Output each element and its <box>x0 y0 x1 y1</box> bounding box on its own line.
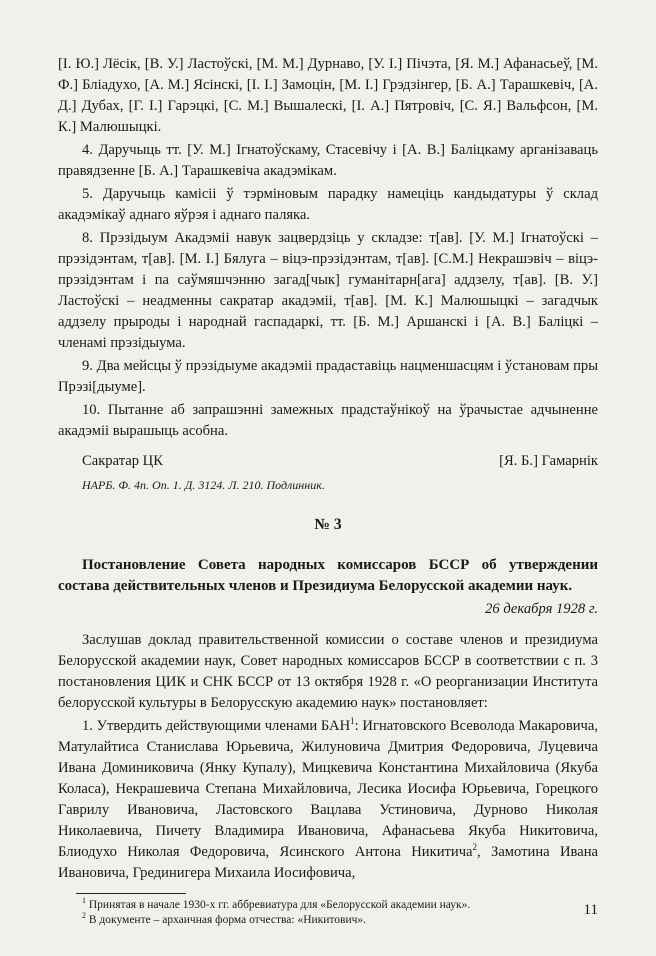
page-number: 11 <box>583 902 598 918</box>
signature-line <box>58 451 598 472</box>
signature-name: [Я. Б.] Гамарнік <box>499 453 598 469</box>
footnote-ref-1: 1 <box>350 716 355 727</box>
footnote-2-text: В документе – архаичная форма отчества: «Никитович». <box>88 914 367 926</box>
footnote-ref-2: 2 <box>472 842 478 853</box>
document-number: № 3 <box>314 516 342 533</box>
members-list-continued: [І. Ю.] Лёсік, [В. У.] Ластоўскі, [М. М.] Дурнаво, [У. І.] Пічэта, [Я. М.] Афанасьеў, [М. Ф.] Бліадухо, [А. М.] Ясінскі, [І. І.] Замоцін, [М. І.] Грэдзінгер, [Б. А.] Тарашкевіч, [А. Д.] Дубах, [Г. І.] Гарэцкі, [С. М.] Вышалескі, [І. А.] Пятровіч, [С. Я.] Вальфсон, [М. К.] Малюшыцкі. <box>58 56 598 135</box>
document-intro: Заслушав доклад правительственной комиссии о составе членов и президиума Белорусской академии наук, Совет народных комиссаров БССР в соответствии с п. 3 постановления ЦИК и СНК БССР от 13 октября 1928 г. «О реорганизации Института белорусской культуры в Белорусскую академию наук» постановляет: <box>58 632 598 711</box>
archive-source: НАРБ. Ф. 4п. Оп. 1. Д. 3124. Л. 210. Подлинник. <box>82 478 325 492</box>
footnote-1 <box>58 898 598 913</box>
item-5: 5. Даручыць камісіі ў тэрміновым парадку намеціць кандыдатуры ў склад акадэмікаў аднаго яўрэя і аднаго паляка. <box>58 186 598 223</box>
footnote-2 <box>58 913 598 928</box>
item-4: 4. Даручыць тт. [У. М.] Ігнатоўскаму, Стасевічу і [А. В.] Баліцкаму арганізаваць правядзенне [Б. А.] Тарашкевіча акадэмікам. <box>58 142 598 179</box>
item-1-part-b: : Игнатовского Всеволода Макаровича, Матулайтиса Станислава Юрьевича, Жилуновича Дмитрия Федоровича, Луцевича Ивана Доминиковича (Янку Купалу), Мицкевича Константина Михайловича (Якуба Коласа), Некрашевича Степана Михайловича, Лесика Иосифа Юрьевича, Горецкого Гаврилу Ивановича, Ластовского Вацлава Устиновича, Дурново Николая Николаевича, Пичету Владимира Ивановича, Афанасьева Якуба Никитовича, Блиодухо Николая Федоровича, Ясинского Антона Никитича <box>58 718 598 860</box>
document-title: Постановление Совета народных комиссаров БССР об утверждении состава действительных членов и Президиума Белорусской академии наук. <box>58 557 598 594</box>
document-date: 26 декабря 1928 г. <box>485 601 598 617</box>
item-9: 9. Два мейсцы ў прэзідыуме акадэміі прадаставіць нацменшасцям і ўстановам пры Прэзі[дыуме]. <box>58 358 598 395</box>
footnote-divider <box>76 893 186 894</box>
item-1-part-a: 1. Утвердить действующими членами БАН <box>82 718 351 734</box>
footnote-1-mark: 1 <box>82 896 86 906</box>
signature-role: Сакратар ЦК <box>82 453 163 469</box>
item-10: 10. Пытанне аб запрашэнні замежных прадстаўнікоў на ўрачыстае адчыненне акадэміі вырашыць асобна. <box>58 402 598 439</box>
footnote-2-mark: 2 <box>82 911 86 921</box>
item-1-part-c: , Замотина Ивана Ивановича, Грединигера Михаила Иосифовича, <box>58 844 598 881</box>
document-item-1 <box>58 716 598 884</box>
item-8: 8. Прэзідыум Акадэміі навук зацвердзіць у складзе: т[ав]. [У. М.] Ігнатоўскі – прэзідэнтам, т[ав]. [М. І.] Бялуга – віцэ-прэзідэнтам, т[ав]. [С.М.] Некрашэвіч – віцэ-прэзідэнтам і па саўмяшчэнню загад[чык] гуманітарн[ага] аддзелу, т[ав]. [В. У.] Ластоўскі – неадменны сакратар акадэміі, т[ав]. [М. К.] Малюшыцкі – загадчык аддзелу прыроды і народнай гаспадаркі, тт. [Б. М.] Аршанскі і [А. В.] Баліцкі – членамі прэзідыума. <box>58 230 598 351</box>
page-content <box>58 54 598 928</box>
footnote-1-text: Принятая в начале 1930-х гг. аббревиатура для «Белорусской академии наук». <box>88 899 471 911</box>
